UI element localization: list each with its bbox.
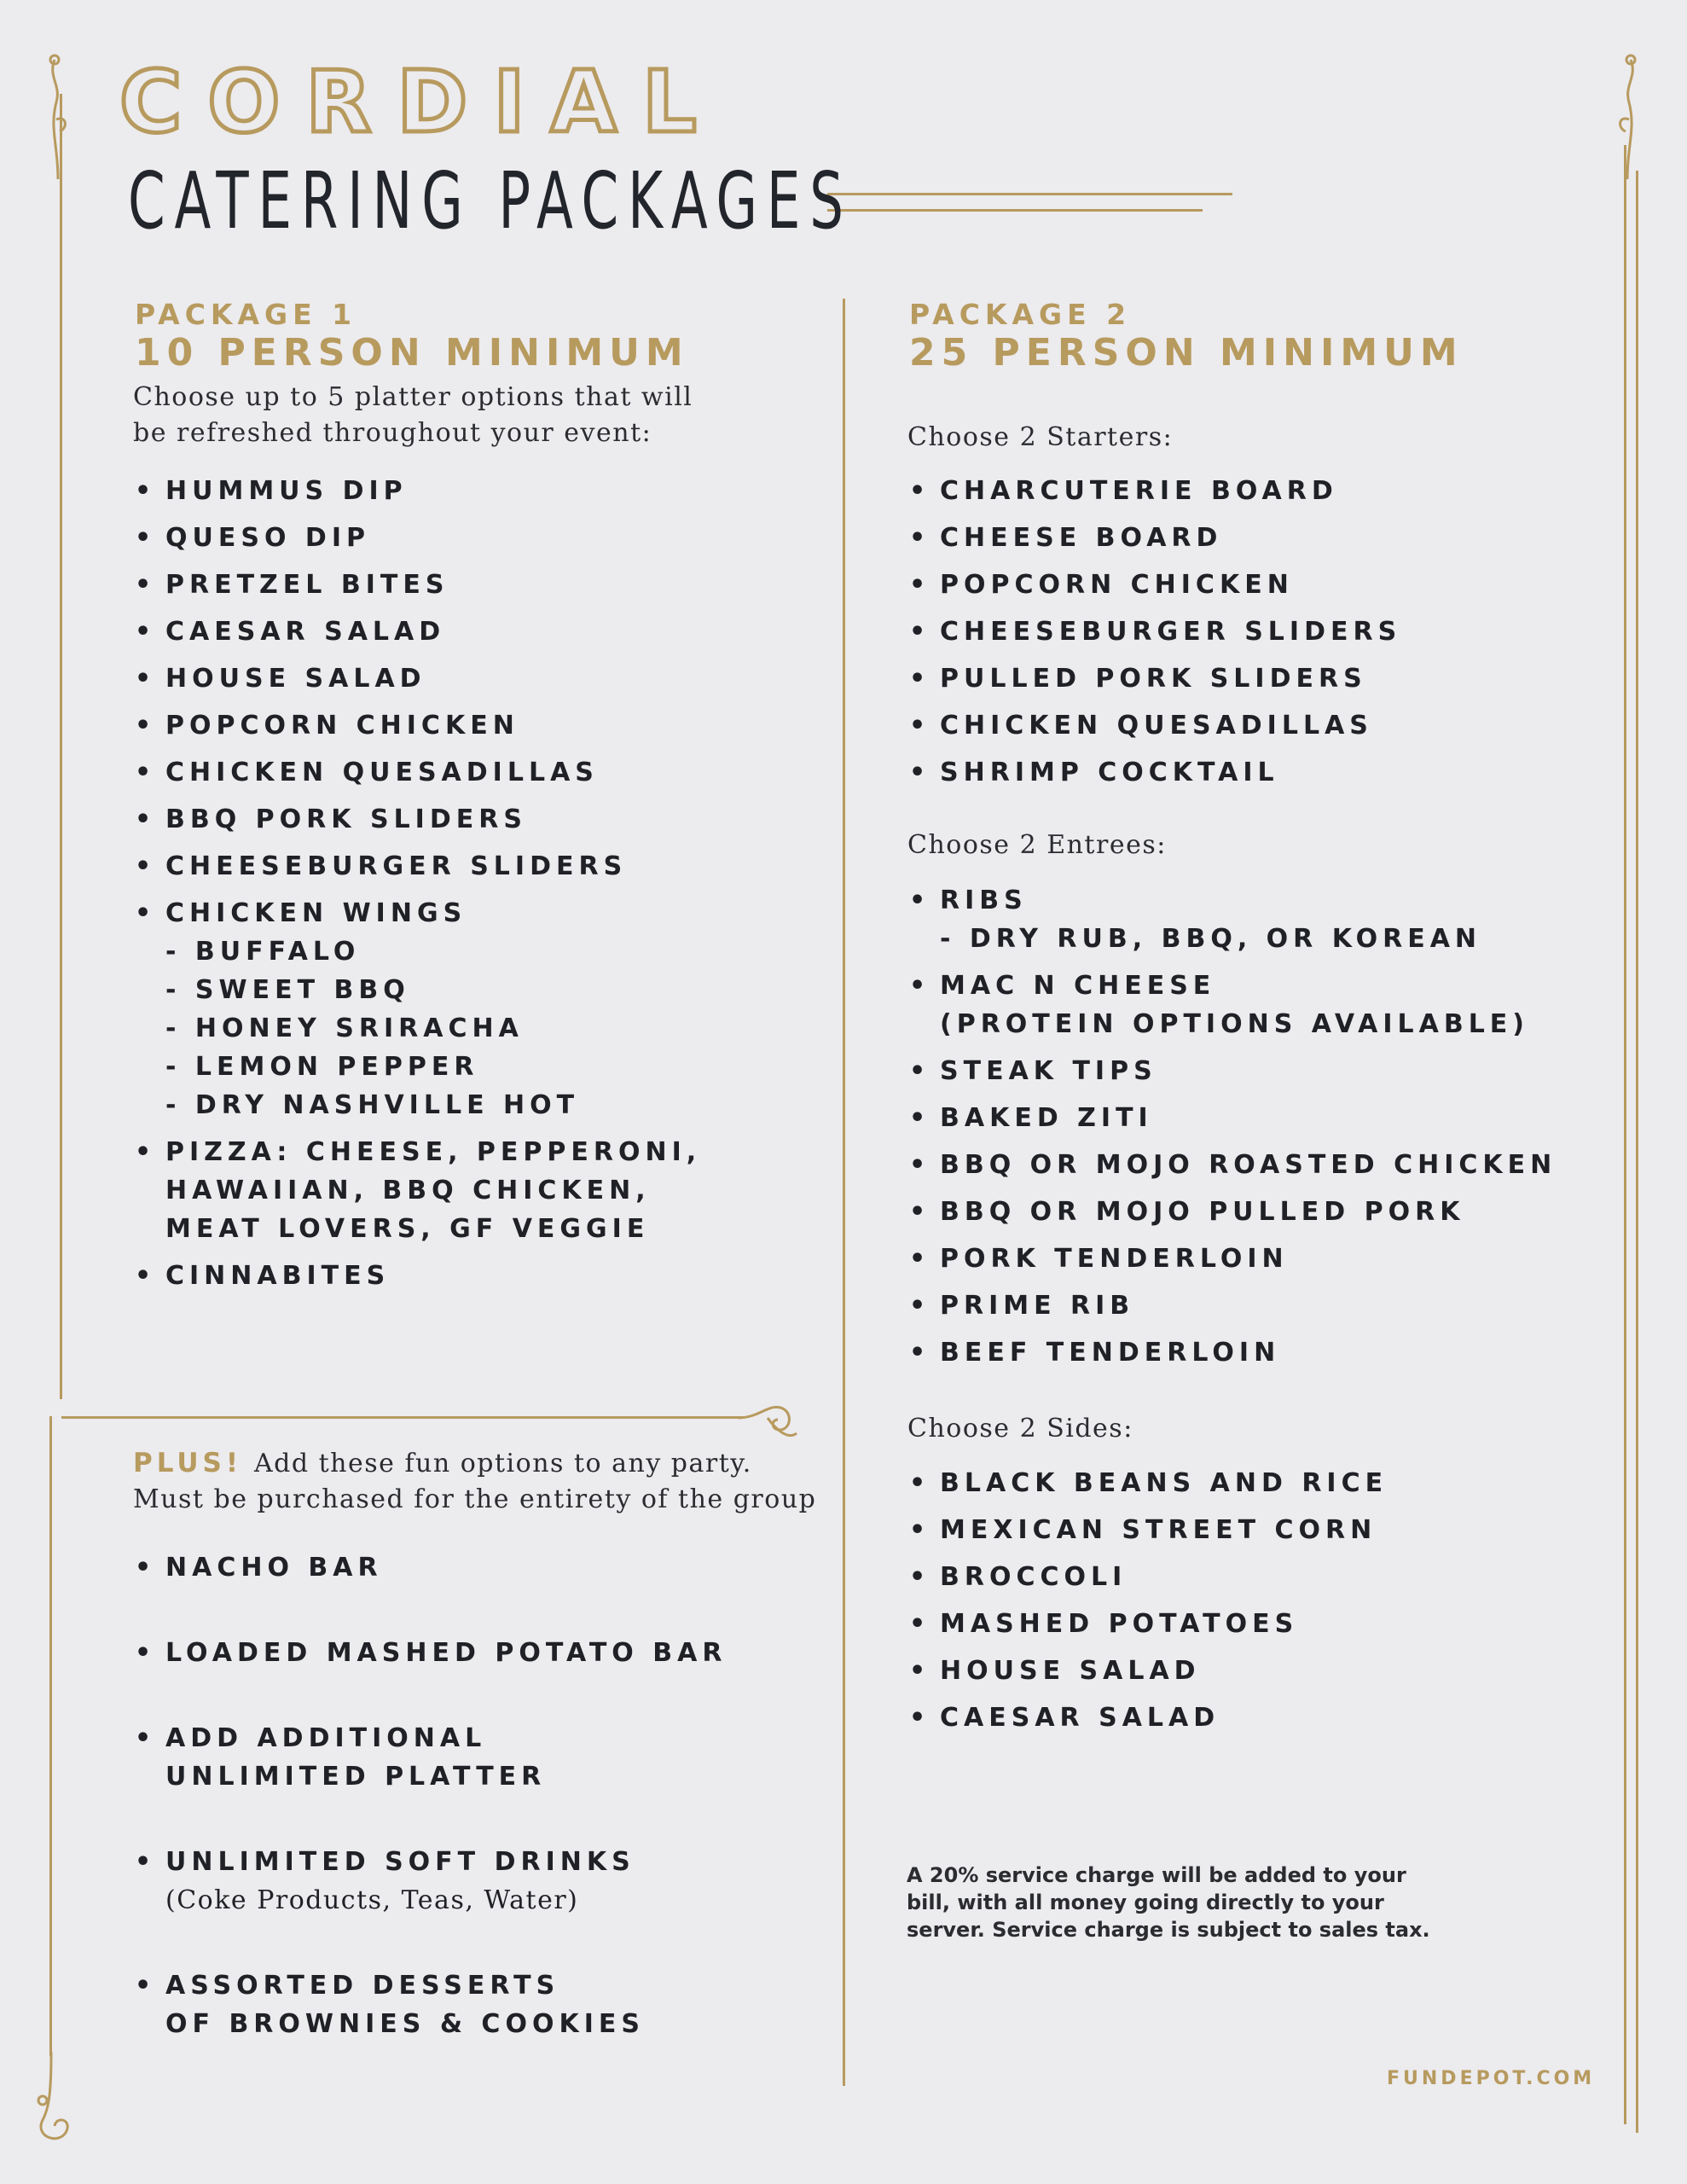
- list-item: • CHICKEN QUESADILLAS: [135, 758, 599, 787]
- list-item: • MASHED POTATOES: [909, 1609, 1299, 1639]
- right-border-line-inner: [1636, 171, 1638, 2133]
- plus-item-list: [135, 1548, 834, 2043]
- flourish-top-left-icon: [41, 43, 75, 188]
- list-item: • PRIME RIB: [909, 1291, 1135, 1321]
- list-item: • BLACK BEANS AND RICE: [909, 1468, 1388, 1498]
- list-item-chicken-wings: • CHICKEN WINGS - BUFFALO - SWEET BBQ - HONEY SRIRACHA - LEMON PEPPER - DRY NASHVILLE HOT: [135, 898, 580, 1120]
- list-item: • BBQ OR MOJO PULLED PORK: [909, 1197, 1465, 1227]
- left-border-line-lower: [49, 1416, 52, 2056]
- list-item: • BAKED ZITI: [909, 1103, 1153, 1133]
- starters-list: [909, 472, 1609, 792]
- list-item: • ADD ADDITIONAL UNLIMITED PLATTER: [135, 1723, 547, 1792]
- package-1-label: PACKAGE 1: [135, 298, 357, 331]
- starters-heading: Choose 2 Starters:: [907, 422, 1174, 452]
- right-border-line: [1624, 145, 1626, 2124]
- service-charge-note: A 20% service charge will be added to your bill, with all money going directly to your server. Service charge is subject to sales tax.: [907, 1863, 1430, 1942]
- list-item: • HUMMUS DIP: [135, 476, 408, 506]
- list-item: • MEXICAN STREET CORN: [909, 1515, 1377, 1545]
- list-item: • QUESO DIP: [135, 523, 370, 553]
- column-divider: [843, 299, 845, 2086]
- package-2-label: PACKAGE 2: [909, 298, 1132, 331]
- list-item: • CHEESEBURGER SLIDERS: [909, 617, 1402, 647]
- list-item: • CHEESE BOARD: [909, 523, 1223, 553]
- plus-intro: PLUS! Add these fun options to any party. Must be purchased for the entirety of the group: [133, 1448, 817, 1514]
- list-item: • PULLED PORK SLIDERS: [909, 664, 1367, 694]
- list-item: • UNLIMITED SOFT DRINKS (Coke Products, Teas, Water): [135, 1847, 635, 1915]
- list-item: • HOUSE SALAD: [135, 664, 426, 694]
- package-1-intro: Choose up to 5 platter options that will be refreshed throughout your event:: [133, 382, 693, 448]
- list-item: • POPCORN CHICKEN: [135, 711, 519, 741]
- list-item: • STEAK TIPS: [909, 1056, 1157, 1086]
- flourish-top-right-icon: [1610, 43, 1644, 188]
- list-item-mac-n-cheese: • MAC N CHEESE (PROTEIN OPTIONS AVAILABLE): [909, 971, 1530, 1039]
- title-rule-top: [827, 193, 1232, 195]
- plus-section-divider: [61, 1416, 744, 1419]
- list-item: • BROCCOLI: [909, 1562, 1128, 1592]
- entrees-list: [909, 881, 1609, 1372]
- page-title: CATERING PACKAGES: [128, 155, 853, 247]
- flourish-divider-end-icon: [733, 1396, 802, 1447]
- left-border-line: [60, 94, 62, 1399]
- flourish-bottom-left-icon: [26, 2048, 85, 2150]
- list-item: • CINNABITES: [135, 1261, 391, 1291]
- list-item: • BBQ OR MOJO ROASTED CHICKEN: [909, 1150, 1557, 1180]
- list-item-pizza: • PIZZA: CHEESE, PEPPERONI, HAWAIIAN, BBQ CHICKEN, MEAT LOVERS, GF VEGGIE: [135, 1137, 702, 1244]
- list-item-ribs: • RIBS - DRY RUB, BBQ, OR KOREAN: [909, 886, 1482, 954]
- plus-label: PLUS!: [133, 1448, 243, 1478]
- list-item: • CAESAR SALAD: [909, 1703, 1220, 1733]
- list-item: • ASSORTED DESSERTS OF BROWNIES & COOKIES: [135, 1971, 645, 2039]
- package-1-minimum: 10 PERSON MINIMUM: [135, 331, 689, 375]
- sides-heading: Choose 2 Sides:: [907, 1414, 1133, 1443]
- list-item: • CHEESEBURGER SLIDERS: [135, 851, 628, 881]
- list-item: • CHARCUTERIE BOARD: [909, 476, 1338, 506]
- list-item: • PRETZEL BITES: [135, 570, 449, 600]
- list-item: • POPCORN CHICKEN: [909, 570, 1294, 600]
- list-item: • BBQ PORK SLIDERS: [135, 804, 527, 834]
- website-link[interactable]: FUNDEPOT.COM: [1387, 2068, 1596, 2089]
- brand-logo: CORDIAL: [119, 52, 722, 152]
- list-item: • NACHO BAR: [135, 1553, 383, 1583]
- title-rule-bottom: [827, 209, 1203, 212]
- list-item: • CAESAR SALAD: [135, 617, 446, 647]
- list-item: • LOADED MASHED POTATO BAR: [135, 1638, 728, 1668]
- list-item: • SHRIMP COCKTAIL: [909, 758, 1279, 787]
- package-1-item-list: [135, 472, 817, 1295]
- sides-list: [909, 1464, 1609, 1737]
- package-2-minimum: 25 PERSON MINIMUM: [909, 331, 1464, 375]
- list-item: • BEEF TENDERLOIN: [909, 1338, 1281, 1368]
- list-item: • HOUSE SALAD: [909, 1656, 1201, 1686]
- entrees-heading: Choose 2 Entrees:: [907, 830, 1167, 860]
- list-item: • CHICKEN QUESADILLAS: [909, 711, 1373, 741]
- list-item: • PORK TENDERLOIN: [909, 1244, 1289, 1274]
